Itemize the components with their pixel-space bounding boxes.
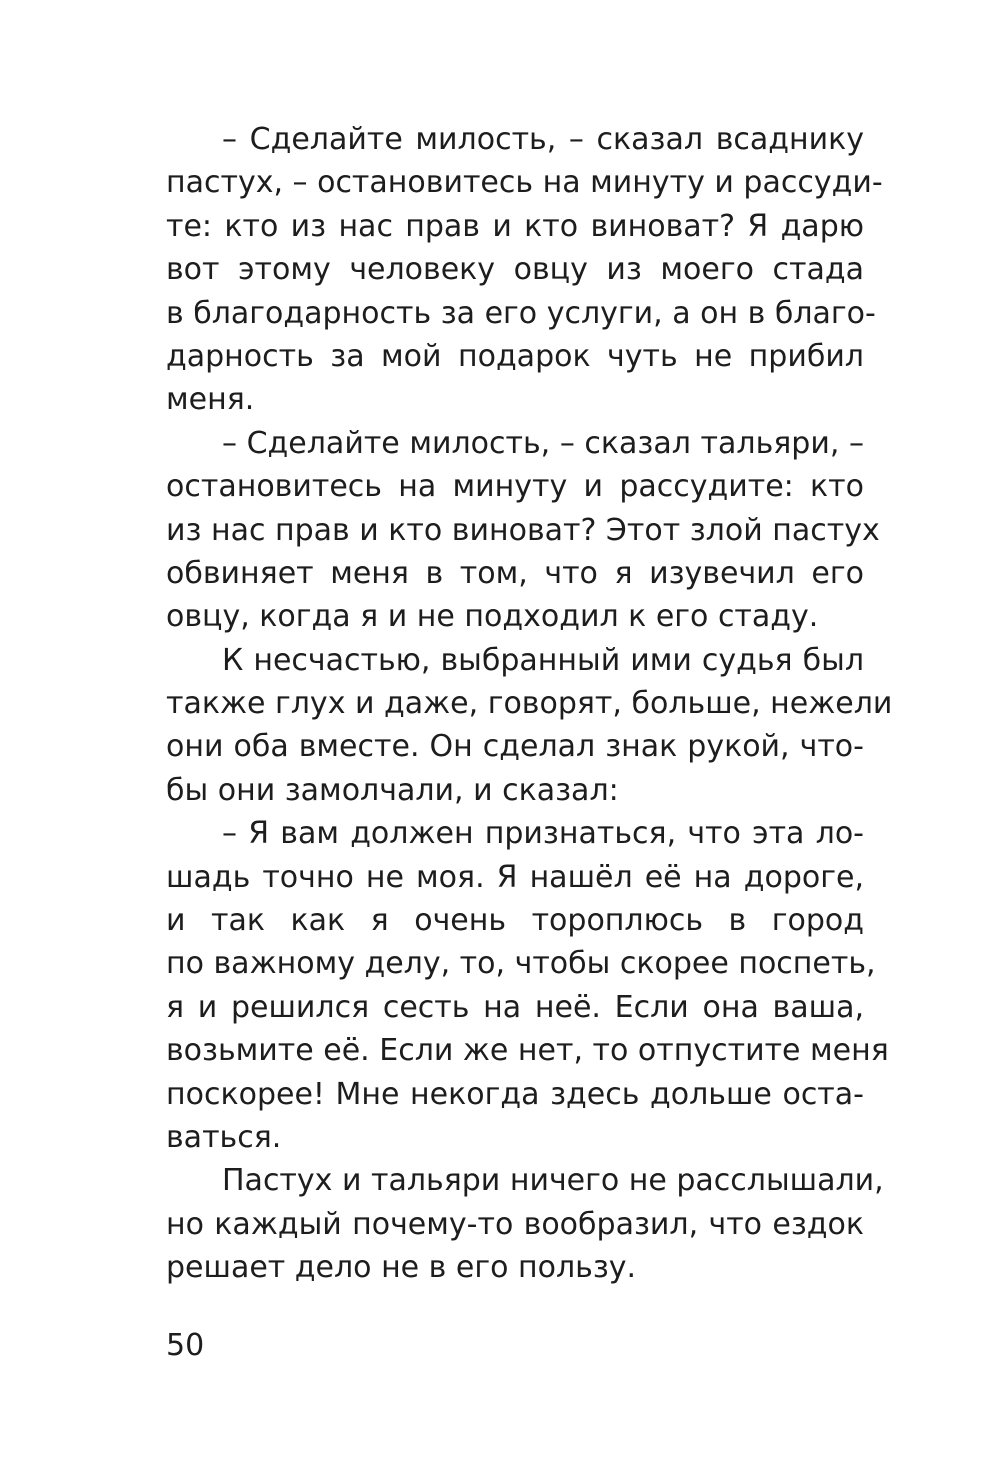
text-line: бы они замолчали, и сказал: — [166, 772, 619, 808]
text-line: меня. — [166, 382, 255, 418]
text-line: вот этому человеку овцу из моего стада — [166, 252, 864, 288]
text-line: я и решился сесть на неё. Если она ваша, — [166, 989, 864, 1025]
text-line: те: кто из нас прав и кто виноват? Я дарю — [166, 208, 864, 244]
text-line: в благодарность за его услуги, а он в благо- — [166, 295, 876, 331]
text-line: обвиняет меня в том, что я изувечил его — [166, 555, 864, 591]
text-line: – Сделайте милость, – сказал всаднику — [222, 122, 864, 157]
text-line: шадь точно не моя. Я нашёл её на дороге, — [166, 859, 864, 895]
text-line: поскорее! Мне некогда здесь дольше оста- — [166, 1076, 864, 1112]
page-text — [166, 118, 893, 1290]
text-line: по важному делу, то, чтобы скорее поспеть, — [166, 946, 876, 982]
text-line: Пастух и тальяри ничего не расслышали, — [222, 1163, 884, 1199]
text-line: дарность за мой подарок чуть не прибил — [166, 338, 864, 374]
text-line: – Сделайте милость, – сказал тальяри, – — [222, 425, 864, 461]
text-line: решает дело не в его пользу. — [166, 1250, 637, 1286]
text-line: пастух, – остановитесь на минуту и рассуди- — [166, 165, 883, 201]
text-line: из нас прав и кто виноват? Этот злой пастух — [166, 512, 880, 548]
text-line: и так как я очень тороплюсь в город — [166, 903, 864, 939]
text-line: также глух и даже, говорят, больше, нежели — [166, 686, 893, 722]
text-line: но каждый почему-то вообразил, что ездок — [166, 1206, 864, 1242]
text-line: возьмите её. Если же нет, то отпустите меня — [166, 1033, 889, 1069]
text-line: они оба вместе. Он сделал знак рукой, что- — [166, 729, 864, 765]
text-line: ваться. — [166, 1119, 282, 1155]
text-line: остановитесь на минуту и рассудите: кто — [166, 469, 864, 505]
text-line: овцу, когда я и не подходил к его стаду. — [166, 599, 819, 635]
text-line: К несчастью, выбранный ими судья был — [222, 642, 864, 678]
page-number: 50 — [166, 1328, 205, 1363]
text-line: – Я вам должен признаться, что эта ло- — [222, 816, 864, 852]
